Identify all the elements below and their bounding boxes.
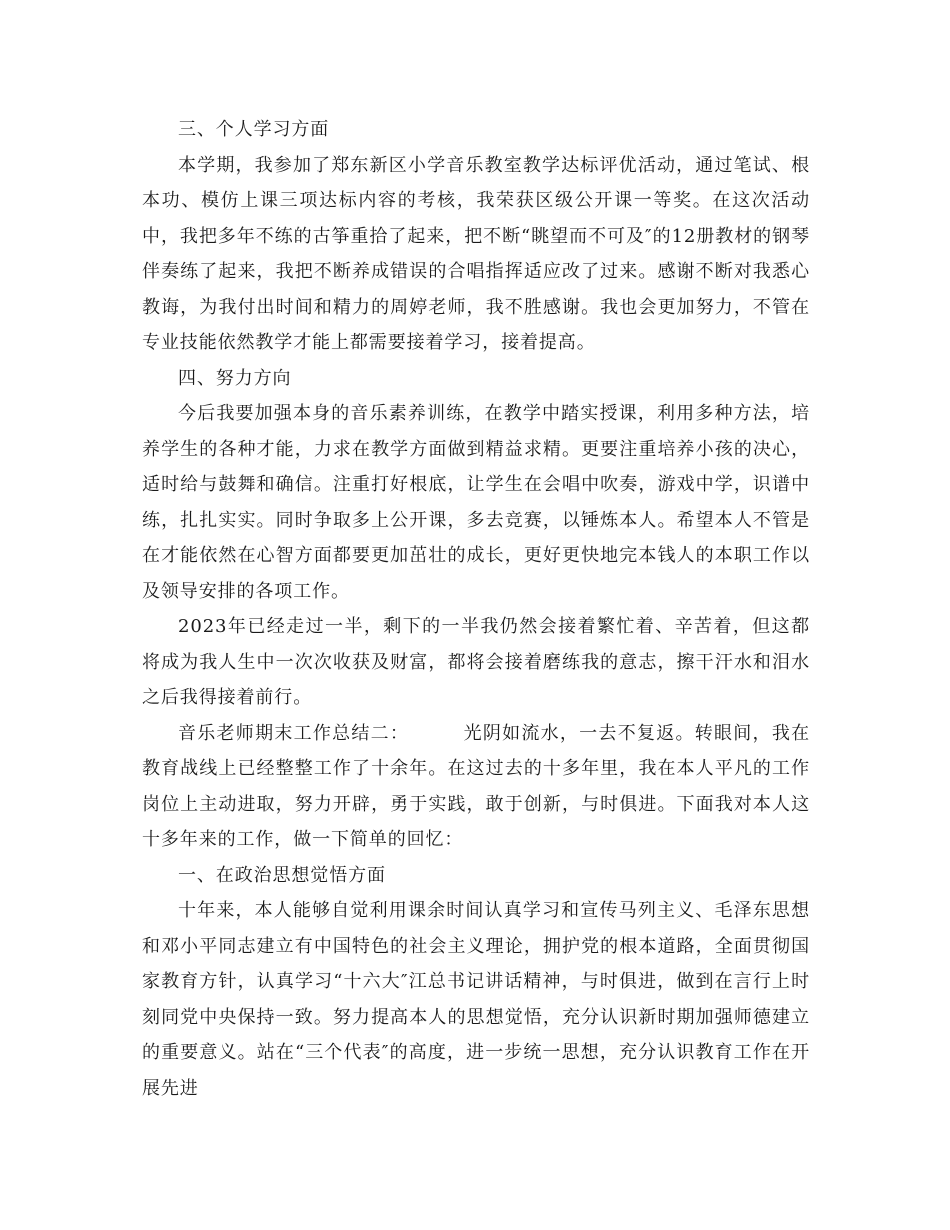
document-body (142, 112, 810, 1106)
summary-two-lead: 音乐老师期末工作总结二： (178, 722, 410, 744)
section-heading-effort-direction: 四、努力方向 (178, 367, 292, 389)
section-heading-personal-study: 三、个人学习方面 (178, 119, 330, 140)
section-heading-political-thought: 一、在政治思想觉悟方面 (178, 864, 386, 886)
paragraph-political-thought: 十年来，本人能够自觉利用课余时间认真学习和宣传马列主义、毛泽东思想和邓小平同志建立有中国特色的社会主义理论，拥护党的根本道路，全面贯彻国家教育方针，认真学习“十六大″江总书记讲话精神，与时俱进，做到在言行上时刻同党中央保持一致。努力提高本人的思想觉悟，充分认识新时期加强师德建立的重要意义。站在“三个代表″的高度，进一步统一思想，充分认识教育工作在开展先进 (142, 900, 810, 1099)
summary-two-text: 光阴如流水，一去不复返。转眼间，我在教育战线上已经整整工作了十余年。在这过去的十多年里，我在本人平凡的工作岗位上主动进取，努力开辟，勇于实践，敢于创新，与时俱进。下面我对本人这十多年来的工作，做一下简单的回忆： (142, 722, 810, 850)
paragraph-personal-study: 本学期，我参加了郑东新区小学音乐教室教学达标评优活动，通过笔试、根本功、模仿上课三项达标内容的考核，我荣获区级公开课一等奖。在这次活动中，我把多年不练的古筝重拾了起来，把不断“眺望而不可及″的12册教材的钢琴伴奏练了起来，我把不断养成错误的合唱指挥适应改了过来。感谢不断对我悉心教诲，为我付出时间和精力的周婷老师，我不胜感谢。我也会更加努力，不管在专业技能依然教学才能上都需要接着学习，接着提高。 (142, 154, 810, 353)
paragraph-summary-two (142, 716, 810, 858)
paragraph-year-review: 2023年已经走过一半，剩下的一半我仍然会接着繁忙着、辛苦着，但这都将成为我人生中一次次收获及财富，都将会接着磨练我的意志，擦干汗水和泪水之后我得接着前行。 (142, 616, 810, 708)
paragraph-effort-direction: 今后我要加强本身的音乐素养训练，在教学中踏实授课，利用多种方法，培养学生的各种才能，力求在教学方面做到精益求精。更要注重培养小孩的决心，适时给与鼓舞和确信。注重打好根底，让学生在会唱中吹奏，游戏中学，识谱中练，扎扎实实。同时争取多上公开课，多去竞赛，以锤炼本人。希望本人不管是在才能依然在心智方面都要更加茁壮的成长，更好更快地完本钱人的本职工作以及领导安排的各项工作。 (142, 403, 810, 602)
